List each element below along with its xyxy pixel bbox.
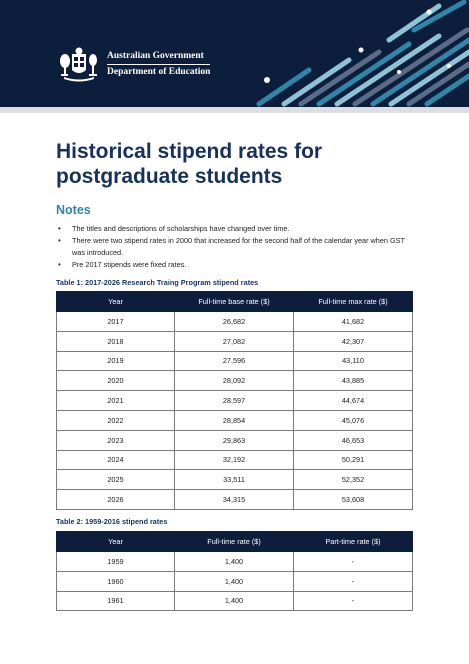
table-cell: 28,854 [175,410,294,430]
column-header: Full-time base rate ($) [175,292,294,312]
table-row [57,312,413,332]
table-cell: 43,885 [294,371,413,391]
table1-caption: Table 1: 2017-2026 Research Traing Program stipend rates [56,278,259,287]
table2 [56,531,413,611]
column-header: Full-time rate ($) [175,532,294,552]
table-row [57,391,413,411]
table-cell: 52,352 [294,470,413,490]
table-cell: 2026 [57,490,175,510]
table-cell: 2023 [57,430,175,450]
table-cell: 53,608 [294,490,413,510]
agency-name [107,51,210,78]
table-cell: 33,511 [175,470,294,490]
table2-caption: Table 2: 1959-2016 stipend rates [56,517,168,526]
table-cell: 27,082 [175,331,294,351]
table-cell: 1,400 [175,591,294,611]
notes-list [56,223,416,271]
table-cell: 2024 [57,450,175,470]
table-cell: 2025 [57,470,175,490]
table-cell: 46,653 [294,430,413,450]
table-cell: 1960 [57,571,175,591]
note-item: • The titles and descriptions of scholarships have changed over time. [56,223,416,235]
table-cell: 1959 [57,552,175,572]
table-cell: 34,315 [175,490,294,510]
table-header-row [57,532,413,552]
table-row [57,591,413,611]
table-row [57,470,413,490]
column-header: Year [57,532,175,552]
table-cell: - [294,571,413,591]
table-cell: - [294,591,413,611]
table-cell: 43,110 [294,351,413,371]
column-header: Year [57,292,175,312]
column-header: Part-time rate ($) [294,532,413,552]
table-header-row [57,292,413,312]
table-cell: 50,291 [294,450,413,470]
table-cell: 42,307 [294,331,413,351]
coat-of-arms-icon [56,46,102,82]
table-cell: 32,192 [175,450,294,470]
table-cell: 28,597 [175,391,294,411]
table-row [57,331,413,351]
table-cell: 2018 [57,331,175,351]
table-row [57,410,413,430]
table-cell: 2021 [57,391,175,411]
page-title: Historical stipend rates for postgraduate students [56,140,323,188]
table-cell: - [294,552,413,572]
table-cell: 1961 [57,591,175,611]
table-row [57,490,413,510]
table-row [57,552,413,572]
table-row [57,351,413,371]
table-cell: 26,682 [175,312,294,332]
table-row [57,371,413,391]
decorative-stripes [239,0,469,107]
table-row [57,430,413,450]
table-cell: 41,682 [294,312,413,332]
table-cell: 44,674 [294,391,413,411]
table-cell: 2017 [57,312,175,332]
notes-heading: Notes [56,203,91,217]
table1 [56,291,413,510]
table-cell: 29,863 [175,430,294,450]
column-header: Full-time max rate ($) [294,292,413,312]
table-cell: 28,092 [175,371,294,391]
agency-line2: Department of Education [107,66,211,77]
note-item: • There were two stipend rates in 2000 that increased for the second half of the calendar year when GST was introduced. [56,235,416,259]
table-cell: 2019 [57,351,175,371]
table-cell: 2022 [57,410,175,430]
note-item: • Pre 2017 stipends were fixed rates. [56,259,416,271]
table-cell: 27,596 [175,351,294,371]
government-logo [56,46,210,82]
header-divider [0,107,469,113]
table-row [57,571,413,591]
agency-line1: Australian Government [107,51,210,65]
header-banner [0,0,469,107]
table-cell: 1,400 [175,552,294,572]
table-cell: 2020 [57,371,175,391]
table-cell: 1,400 [175,571,294,591]
table-row [57,450,413,470]
table-cell: 45,076 [294,410,413,430]
